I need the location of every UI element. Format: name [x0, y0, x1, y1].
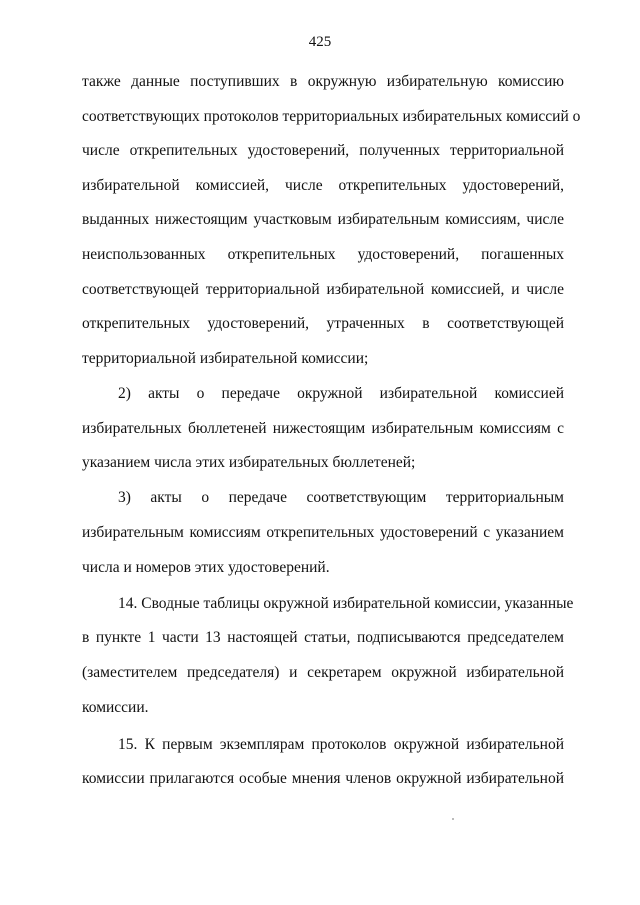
item-3-line-2: избирательным комиссиям открепительных удостоверений с указанием [82, 524, 564, 541]
paragraph-14-line-1: 14. Сводные таблицы окружной избирательной комиссии, указанные [118, 595, 574, 612]
item-3-line-3: числа и номеров этих удостоверений. [82, 559, 330, 576]
item-3-line-1: 3) акты о передаче соответствующим территориальным [118, 489, 564, 506]
paragraph-1-line-4: избирательной комиссией, числе открепительных удостоверений, [82, 177, 564, 194]
paragraph-1-line-3: числе открепительных удостоверений, полученных территориальной [82, 142, 564, 159]
paragraph-1-line-6: неиспользованных открепительных удостоверений, погашенных [82, 246, 564, 263]
paragraph-14-line-2: в пункте 1 части 13 настоящей статьи, подписываются председателем [82, 629, 564, 646]
page-number: 425 [308, 34, 332, 50]
paragraph-1-line-7: соответствующей территориальной избирательной комиссией, и числе [82, 281, 564, 298]
paragraph-15-line-2: комиссии прилагаются особые мнения членов окружной избирательной [82, 770, 564, 787]
scan-speck [452, 818, 454, 820]
paragraph-1-line-8: открепительных удостоверений, утраченных в соответствующей [82, 315, 564, 332]
paragraph-15-line-1: 15. К первым экземплярам протоколов окружной избирательной [118, 736, 564, 753]
item-2-line-1: 2) акты о передаче окружной избирательной комиссией [118, 385, 564, 402]
paragraph-1-line-5: выданных нижестоящим участковым избирательным комиссиям, числе [82, 211, 564, 228]
paragraph-1-line-2: соответствующих протоколов территориальных избирательных комиссий о [82, 108, 581, 125]
paragraph-1-line-9: территориальной избирательной комиссии; [82, 350, 369, 367]
paragraph-1-line-1: также данные поступивших в окружную избирательную комиссию [82, 73, 564, 90]
item-2-line-2: избирательных бюллетеней нижестоящим избирательным комиссиям с [82, 420, 564, 437]
paragraph-14-line-4: комиссии. [82, 699, 149, 716]
item-2-line-3: указанием числа этих избирательных бюллетеней; [82, 454, 416, 471]
paragraph-14-line-3: (заместителем председателя) и секретарем окружной избирательной [82, 664, 564, 681]
